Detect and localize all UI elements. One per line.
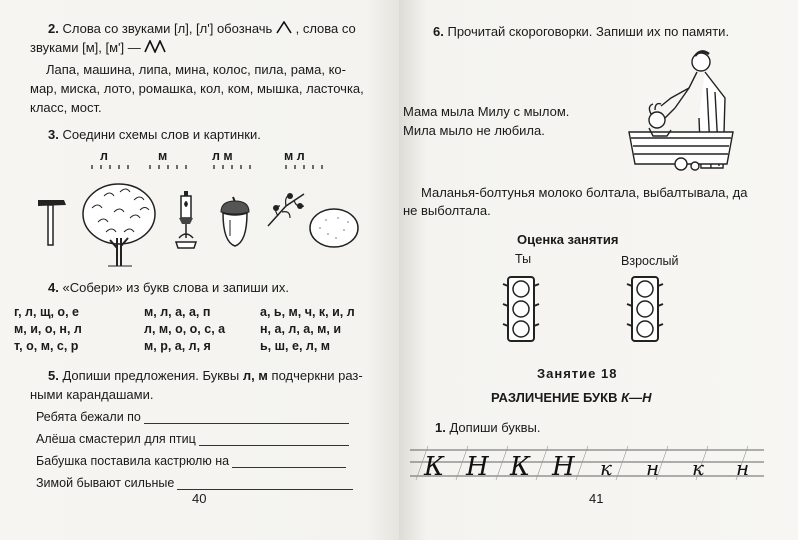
schema-cells: [284, 163, 324, 169]
task5-text-1-end: подчеркни раз-: [271, 368, 363, 383]
task5-number: 5.: [48, 368, 59, 383]
lesson-subtitle: [491, 388, 651, 407]
schema-letters: л: [100, 149, 108, 163]
task2-instruction-line1: [48, 19, 356, 38]
task6-instruction: [433, 22, 729, 41]
double-lambda-mark-icon: [144, 40, 166, 53]
lesson-subtitle-letters: К—Н: [621, 390, 652, 405]
page-number-left: 40: [192, 491, 207, 506]
word-schema-3[interactable]: [212, 149, 252, 169]
task6-text: Прочитай скороговорки. Запиши их по памяти.: [447, 24, 730, 39]
schema-letters: л м: [212, 149, 233, 163]
traffic-light-child[interactable]: [501, 274, 541, 344]
rhyme1-line2: Мила мыло не любила.: [403, 123, 545, 138]
letter-set: н, а, л, а, м, и: [260, 322, 342, 336]
cursive-letter: н: [646, 456, 660, 480]
task4-instruction: [48, 278, 289, 297]
task5-text-1: Допиши предложения. Буквы: [62, 368, 240, 383]
cursive-letter: Н: [466, 452, 489, 482]
assessment-title: Оценка занятия: [517, 232, 619, 247]
answer-line[interactable]: [199, 434, 349, 446]
task2-text-1-end: , слова со: [295, 21, 356, 36]
task2-number: 2.: [48, 21, 59, 36]
acorn-picture[interactable]: [218, 196, 252, 248]
tree-picture[interactable]: [80, 178, 158, 268]
answer-line[interactable]: [144, 412, 349, 424]
lambda-mark-icon: [276, 21, 292, 34]
task2-words-line1: Лапа, машина, липа, мина, колос, пила, рама, ко-: [46, 62, 346, 77]
schema-cells: [148, 163, 188, 169]
letter-set: г, л, щ, о, е: [14, 305, 79, 319]
assessment-you-label: Ты: [515, 252, 532, 266]
rhyme2-line1: Маланья-болтунья молоко болтала, выбалтывала, да: [421, 185, 748, 200]
schema-cells: [212, 163, 252, 169]
letter-set: м, л, а, а, п: [144, 305, 211, 319]
schema-letters: м л: [284, 149, 305, 163]
task2-instruction-line2: [30, 38, 166, 57]
cursive-letter: н: [736, 456, 750, 480]
sentence-row-3: [36, 454, 346, 468]
rhyme2-line2: не выболтала.: [403, 203, 491, 218]
letter-set: м, р, а, л, я: [144, 339, 211, 353]
bathing-illustration: [615, 48, 747, 174]
letter-set: т, о, м, с, р: [14, 339, 79, 353]
traffic-light-adult[interactable]: [625, 274, 665, 344]
branch-picture[interactable]: [264, 186, 308, 230]
letter-set: ь, ш, е, л, м: [260, 339, 331, 353]
letter-set: а, ь, м, ч, к, и, л: [260, 305, 355, 319]
rhyme1-line1: Мама мыла Милу с мылом.: [403, 104, 570, 119]
sentence-row-1: [36, 410, 349, 424]
sentence-row-2: [36, 432, 349, 446]
lesson-task1-text: Допиши буквы.: [449, 420, 541, 435]
letter-set-column-1: [14, 304, 82, 355]
page-number-right: 41: [589, 491, 604, 506]
word-schema-4[interactable]: [284, 149, 324, 169]
cursive-letter: к: [600, 456, 612, 480]
task3-text: Соедини схемы слов и картинки.: [62, 127, 261, 142]
sentence-text: Алёша смастерил для птиц: [36, 432, 196, 446]
word-schema-2[interactable]: [158, 149, 188, 169]
task4-text: «Собери» из букв слова и запиши их.: [62, 280, 289, 295]
answer-line[interactable]: [232, 456, 346, 468]
assessment-adult-label: Взрослый: [621, 254, 679, 268]
letter-set-column-2: [144, 304, 225, 355]
lesson-subtitle-text: РАЗЛИЧЕНИЕ БУКВ: [491, 390, 618, 405]
task5-letters: л, м: [242, 368, 268, 383]
task2-text-1: Слова со звуками [л], [л'] обозначь: [62, 21, 273, 36]
cursive-letter: К: [510, 452, 531, 482]
sentence-row-4: [36, 476, 353, 490]
lesson-task1-instruction: [435, 418, 540, 437]
cursive-letter: К: [424, 452, 445, 482]
task3-instruction: [48, 125, 261, 144]
schema-cells: [90, 163, 130, 169]
cursive-writing-lines[interactable]: [410, 446, 764, 482]
letter-set: м, и, о, н, л: [14, 322, 82, 336]
schema-letters: м: [158, 149, 168, 163]
task3-number: 3.: [48, 127, 59, 142]
cursive-letter: Н: [552, 452, 575, 482]
lesson-title: Занятие 18: [537, 366, 618, 381]
letter-set: л, м, о, о, с, а: [144, 322, 226, 336]
answer-line[interactable]: [177, 478, 353, 490]
lamp-picture[interactable]: [172, 190, 200, 252]
letter-set-column-3: [260, 304, 355, 355]
sentence-text: Бабушка поставила кастрюлю на: [36, 454, 230, 468]
task2-words-line2: мар, миска, лото, ромашка, кол, ком, мышка, ласточка,: [30, 81, 364, 96]
task2-words-line3: класс, мост.: [30, 100, 102, 115]
lesson-task1-number: 1.: [435, 420, 446, 435]
cursive-letter: к: [692, 456, 704, 480]
task5-instruction-line2: ными карандашами.: [30, 387, 154, 402]
word-schema-1[interactable]: [100, 149, 130, 169]
lemon-picture[interactable]: [308, 206, 360, 250]
task4-number: 4.: [48, 280, 59, 295]
task5-instruction-line1: [48, 366, 363, 385]
sentence-text: Ребята бежали по: [36, 410, 141, 424]
hammer-picture[interactable]: [34, 196, 70, 248]
task2-text-2: звуками [м], [м'] —: [30, 40, 141, 55]
sentence-text: Зимой бывают сильные: [36, 476, 175, 490]
task6-number: 6.: [433, 24, 444, 39]
